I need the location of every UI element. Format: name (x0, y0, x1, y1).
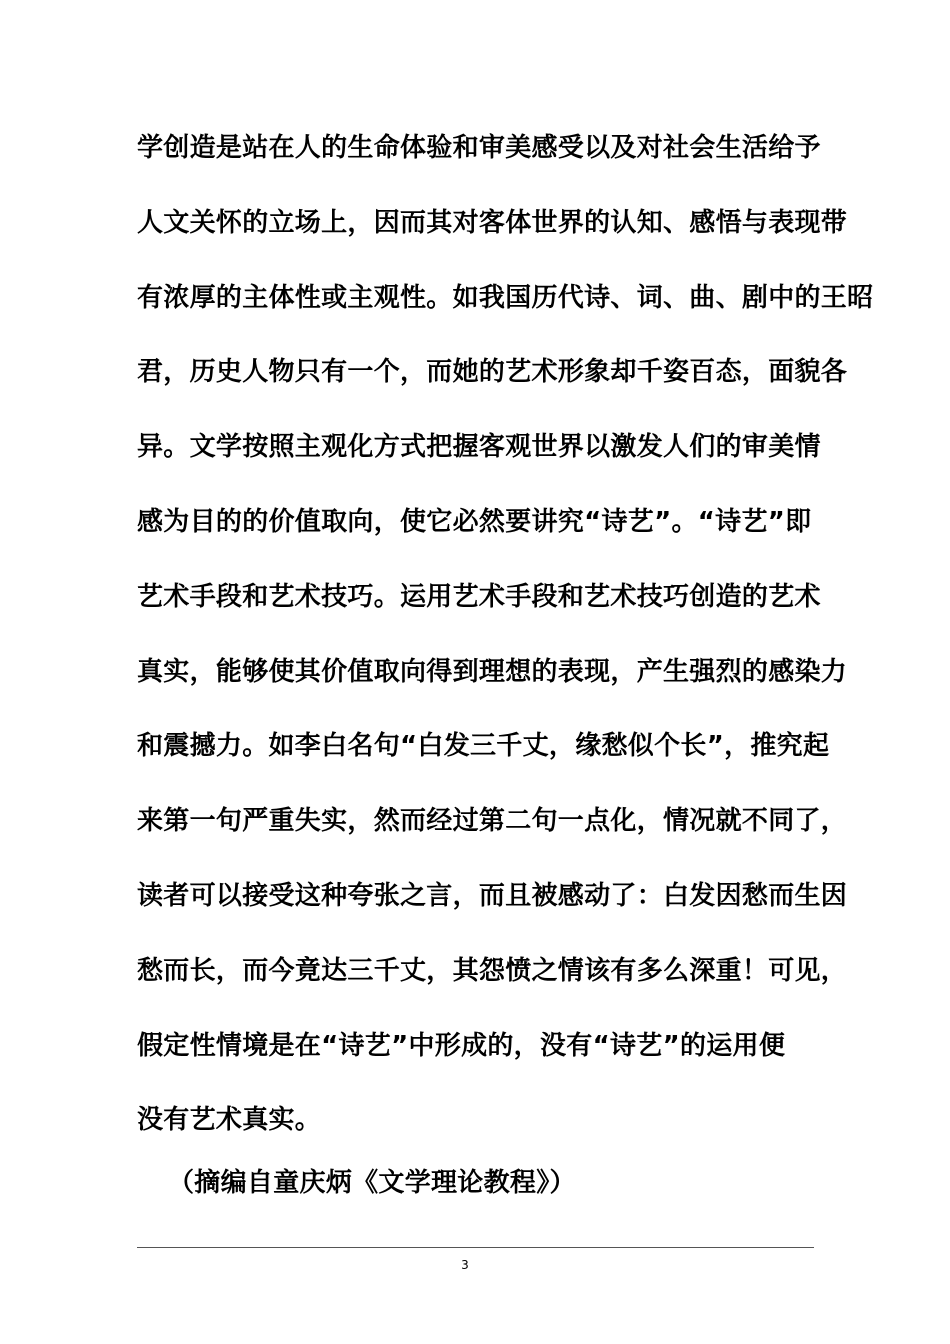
body-text-line: 愁而长，而今竟达三千丈，其怨愤之情该有多么深重！可见， (137, 956, 848, 986)
body-text-line: 君，历史人物只有一个，而她的艺术形象却千姿百态，面貌各 (137, 357, 848, 387)
body-text-line: 和震撼力。如李白名句“白发三千丈，缘愁似个长”，推究起 (137, 731, 830, 761)
footer-divider (137, 1247, 814, 1248)
body-text-line: 来第一句严重失实，然而经过第二句一点化，情况就不同了， (137, 806, 848, 836)
body-text-line: 人文关怀的立场上，因而其对客体世界的认知、感悟与表现带 (137, 208, 848, 238)
body-text-line: 假定性情境是在“诗艺”中形成的，没有“诗艺”的运用便 (137, 1031, 786, 1061)
body-text-line: 异。文学按照主观化方式把握客观世界以激发人们的审美情 (137, 432, 821, 462)
body-text-line: 学创造是站在人的生命体验和审美感受以及对社会生活给予 (137, 133, 821, 163)
body-text-line: 读者可以接受这种夸张之言，而且被感动了：白发因愁而生因 (137, 881, 848, 911)
body-text-line: 没有艺术真实。 (137, 1105, 322, 1135)
body-text-line: 真实，能够使其价值取向得到理想的表现，产生强烈的感染力 (137, 657, 848, 687)
citation: （摘编自童庆炳《文学理论教程》） (168, 1168, 576, 1198)
body-text-line: 感为目的的价值取向，使它必然要讲究“诗艺”。“诗艺”即 (137, 507, 812, 537)
body-text-line: 有浓厚的主体性或主观性。如我国历代诗、词、曲、剧中的王昭 (137, 283, 874, 313)
page-number: 3 (461, 1258, 469, 1272)
body-text-line: 艺术手段和艺术技巧。运用艺术手段和艺术技巧创造的艺术 (137, 582, 821, 612)
